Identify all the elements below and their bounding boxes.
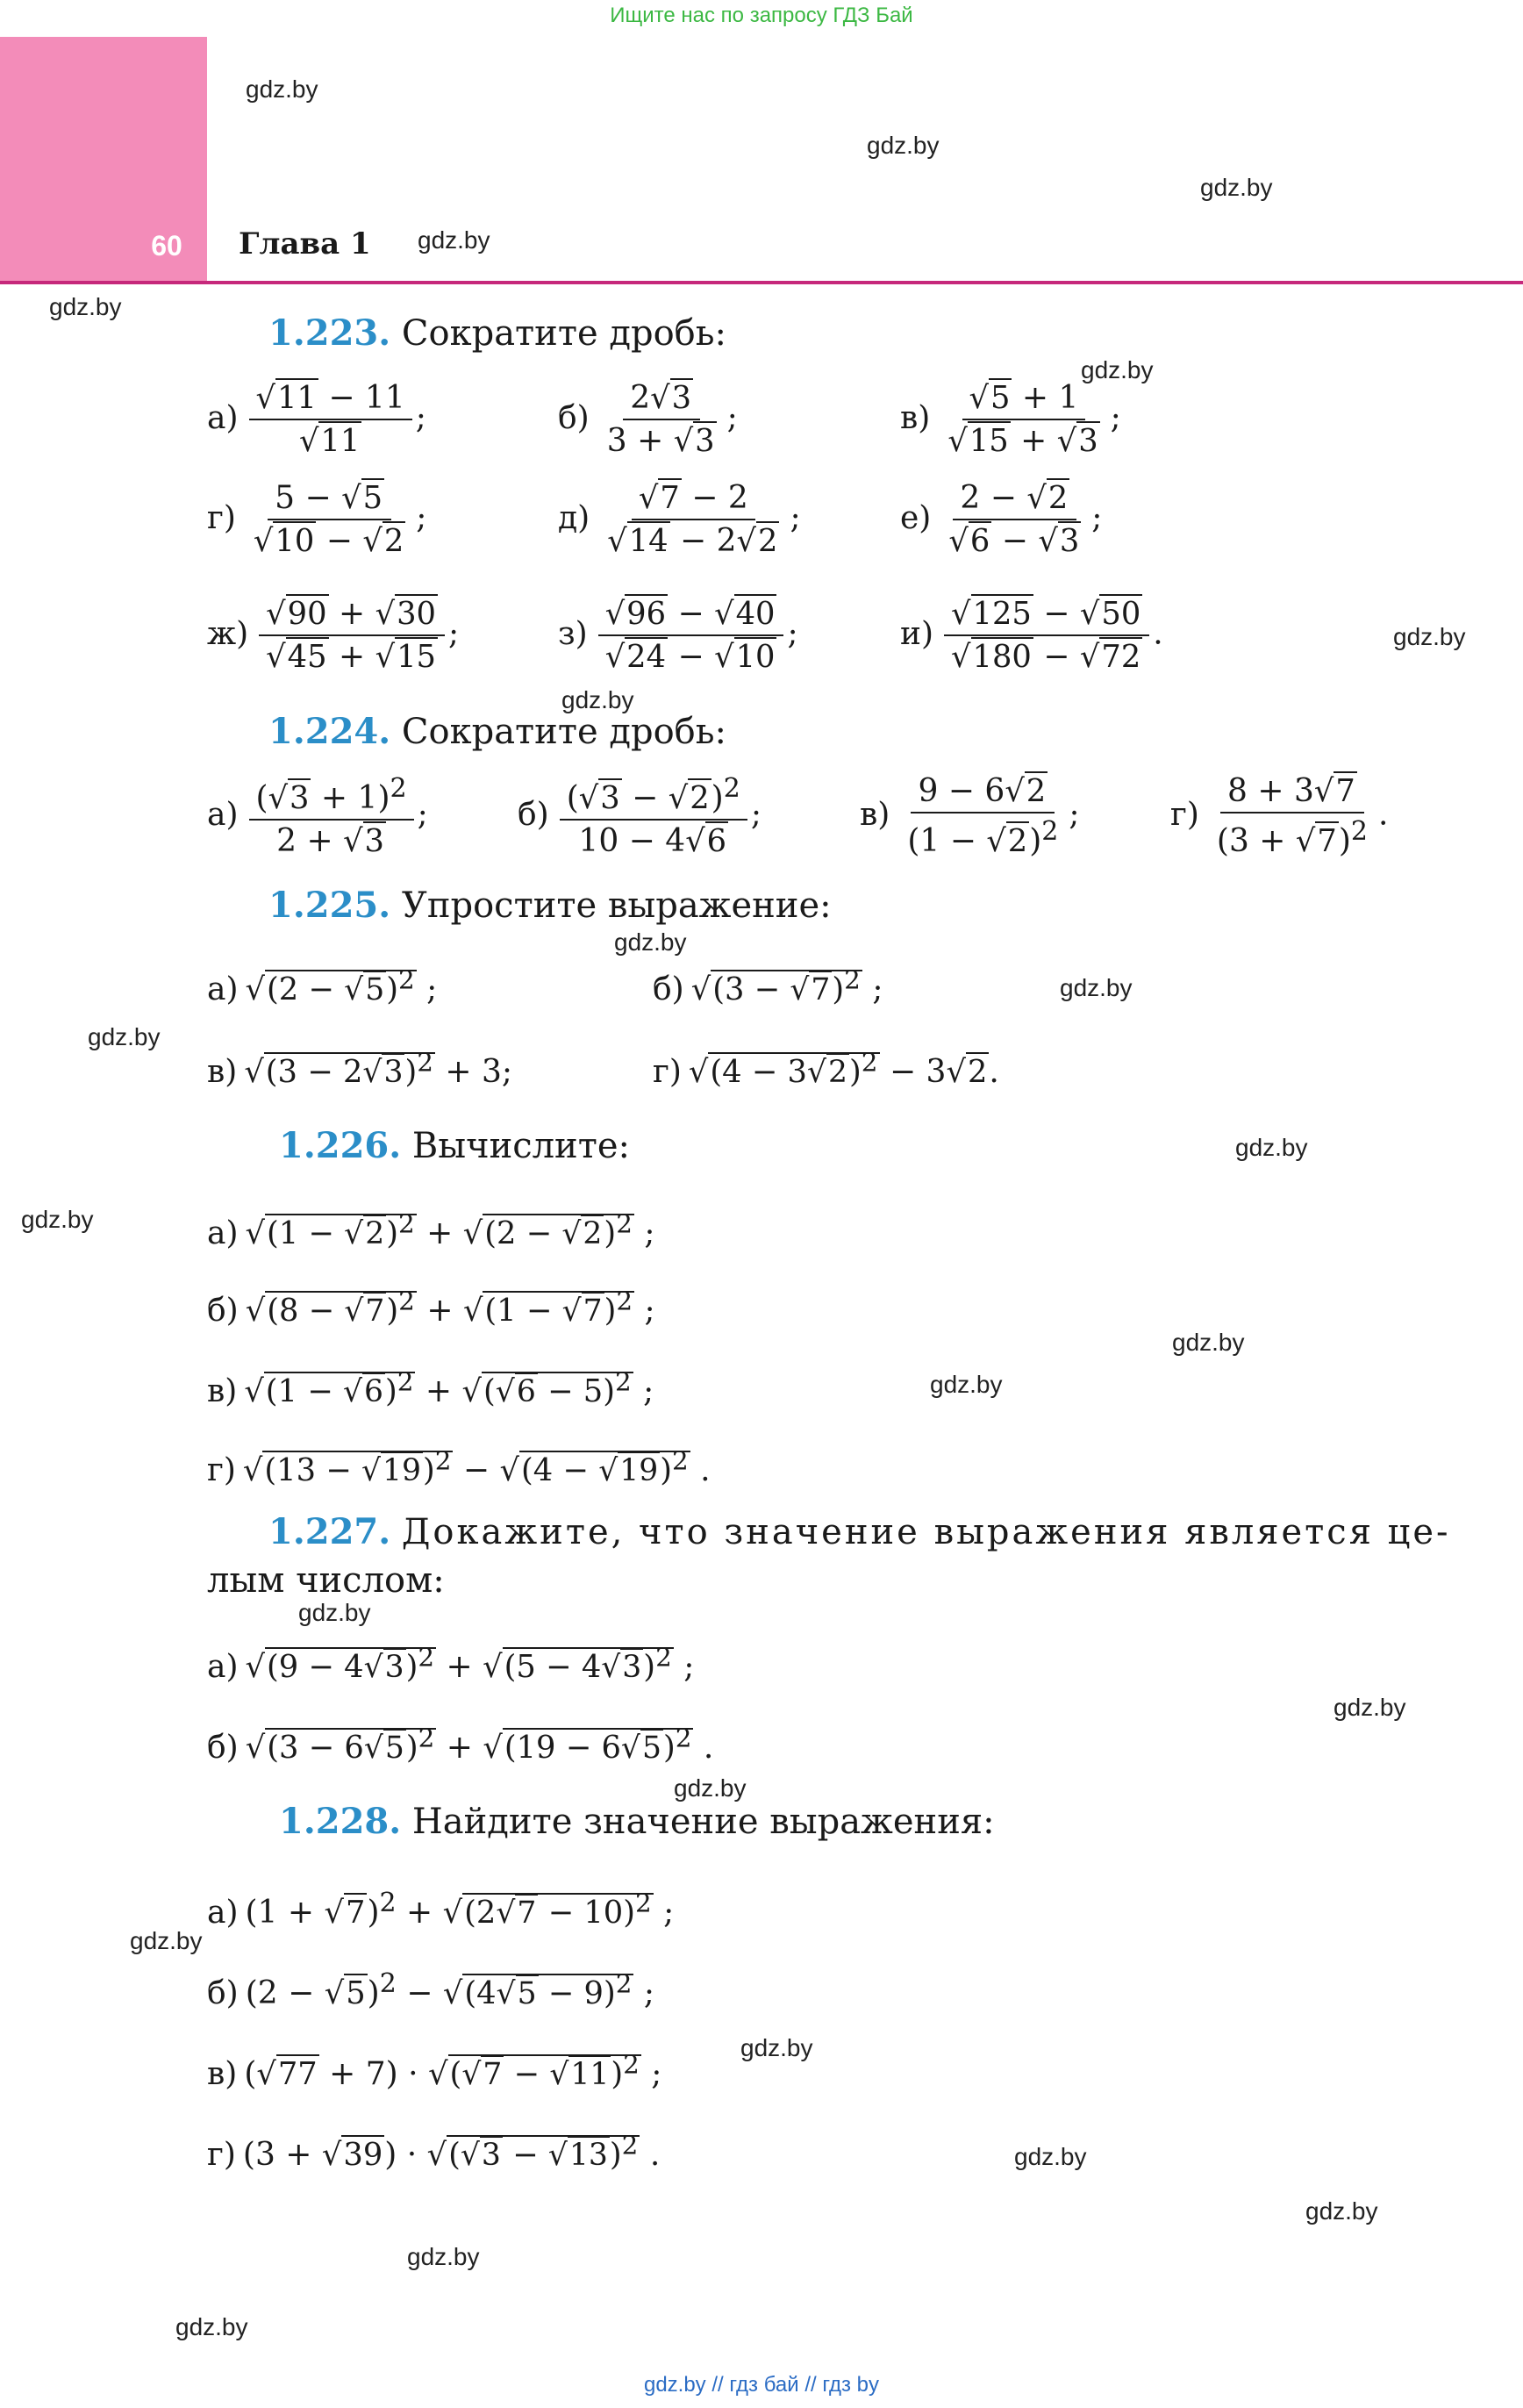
problem-number: 1.226.: [279, 1125, 402, 1166]
expr-1-226-a: а) $√(1 - √2)^2 + √(2 - √2)^2$ ;: [207, 1208, 655, 1251]
item-label: г): [653, 1053, 682, 1090]
expr-1-223-b: б) $\frac{2√3}{3 + √3}$ ;: [558, 380, 738, 459]
expr-1-223-e: е) $\frac{2 - √2}{√6 - √3}$ ;: [900, 480, 1103, 559]
problem-1-227: [268, 1511, 1451, 1552]
expr-1-225-a: а) $√(2 - √5)^2$ ;: [207, 964, 438, 1007]
item-label: д): [558, 499, 590, 536]
expr-1-223-d: д) $\frac{√7 - 2}{√14 - 2√2}$ ;: [558, 480, 801, 559]
watermark: gdz.by: [1081, 356, 1154, 383]
problem-1-224: [268, 711, 726, 752]
item-label: а): [207, 796, 239, 833]
item-label: б): [653, 971, 684, 1007]
footer-links[interactable]: gdz.by // гдз бай // гдз by: [643, 2373, 880, 2397]
item-label: б): [207, 1292, 239, 1329]
item-label: в): [900, 399, 931, 436]
expr-1-228-a: а) $(1 + √7)^2 + √(2√7 - 10)^2$ ;: [207, 1888, 675, 1931]
item-label: в): [207, 2055, 238, 2092]
problem-title: Найдите значение выражения:: [411, 1802, 995, 1842]
expr-1-226-b: б) $√(8 - √7)^2 + √(1 - √7)^2$ ;: [207, 1286, 655, 1329]
expr-1-223-zh: ж) $\frac{√90 + √30}{√45 + √15}$ ;: [207, 596, 460, 675]
problem-title: Сократите дробь:: [401, 313, 727, 354]
item-label: в): [207, 1053, 238, 1090]
item-label: е): [900, 499, 932, 536]
problem-title-continued: лым числом:: [207, 1560, 445, 1601]
item-label: б): [558, 399, 590, 436]
top-banner[interactable]: Ищите нас по запросу ГДЗ Бай: [610, 4, 913, 27]
watermark: gdz.by: [246, 75, 318, 103]
expr-1-225-b: б) $√(3 - √7)^2$ ;: [653, 964, 883, 1007]
watermark: gdz.by: [614, 928, 687, 956]
watermark: gdz.by: [930, 1371, 1003, 1398]
watermark: gdz.by: [49, 293, 122, 320]
problem-title: Докажите, что значение выражения является це-: [401, 1512, 1451, 1552]
problem-1-225: [268, 885, 832, 926]
problem-1-223: [268, 312, 726, 354]
watermark: gdz.by: [1172, 1329, 1245, 1356]
item-label: ж): [207, 615, 249, 652]
watermark: gdz.by: [21, 1206, 94, 1233]
expr-1-223-z: з) $\frac{√96 - √40}{√24 - √10}$ ;: [558, 596, 798, 675]
watermark: gdz.by: [1200, 174, 1273, 201]
expr-1-227-b: б) $√(3 - 6√5)^2 + √(19 - 6√5)^2$ .: [207, 1723, 714, 1766]
expr-1-223-v: в) $\frac{√5 + 1}{√15 + √3}$ ;: [900, 380, 1121, 459]
watermark: gdz.by: [418, 226, 490, 254]
problem-title: Вычислите:: [411, 1126, 630, 1166]
problem-title: Упростите выражение:: [401, 885, 832, 926]
problem-1-226: [279, 1125, 630, 1166]
watermark: gdz.by: [130, 1927, 203, 1954]
watermark: gdz.by: [175, 2313, 248, 2340]
item-label: б): [207, 1729, 239, 1766]
problem-number: 1.228.: [279, 1801, 402, 1842]
item-label: г): [207, 2136, 236, 2173]
page-number: 60: [151, 230, 182, 262]
item-label: и): [900, 615, 934, 652]
problem-title: Сократите дробь:: [401, 712, 727, 752]
item-label: а): [207, 971, 239, 1007]
item-label: з): [558, 615, 588, 652]
watermark: gdz.by: [88, 1023, 161, 1050]
watermark: gdz.by: [1334, 1694, 1406, 1721]
item-label: в): [860, 796, 890, 833]
item-label: б): [518, 796, 549, 833]
expr-1-228-g: г) $(3 + √39) \cdot √(√3 - √13)^2$ .: [207, 2130, 661, 2173]
problem-number: 1.224.: [268, 711, 391, 752]
expr-1-227-a: а) $√(9 - 4√3)^2 + √(5 - 4√3)^2$ ;: [207, 1642, 695, 1685]
expr-1-226-v: в) $√(1 - √6)^2 + √(√6 - 5)^2$ ;: [207, 1366, 654, 1409]
problem-1-227-continued: [207, 1560, 445, 1601]
watermark: gdz.by: [561, 686, 634, 713]
expr-1-226-g: г) $√(13 - √19)^2 - √(4 - √19)^2$ .: [207, 1445, 711, 1488]
problem-number: 1.223.: [268, 312, 391, 354]
watermark: gdz.by: [298, 1599, 371, 1626]
chapter-title: Глава 1: [239, 226, 371, 262]
expr-1-228-b: б) $(2 - √5)^2 - √(4√5 - 9)^2$ ;: [207, 1968, 655, 2011]
expr-1-223-a: а) $\frac{√11 - 11}{√11}$ ;: [207, 380, 426, 459]
watermark: gdz.by: [1305, 2197, 1378, 2225]
item-label: г): [207, 1451, 236, 1488]
problem-number: 1.227.: [268, 1511, 391, 1552]
watermark: gdz.by: [1014, 2143, 1087, 2170]
watermark: gdz.by: [1060, 974, 1133, 1001]
expr-1-224-b: б) $\frac{(√3 - √2)^2}{10 - 4√6}$ ;: [518, 773, 762, 859]
watermark: gdz.by: [867, 132, 940, 159]
item-label: а): [207, 1895, 239, 1931]
watermark: gdz.by: [740, 2034, 813, 2061]
item-label: г): [1170, 796, 1199, 833]
item-label: в): [207, 1372, 238, 1409]
expr-1-225-v: в) $√(3 - 2√3)^2 + 3$;: [207, 1047, 512, 1090]
watermark: gdz.by: [407, 2243, 480, 2270]
item-label: г): [207, 499, 236, 536]
expr-1-228-v: в) $(√77 + 7) \cdot √(√7 - √11)^2$ ;: [207, 2049, 662, 2092]
expr-1-223-i: и) $\frac{√125 - √50}{√180 - √72}$ .: [900, 596, 1163, 675]
problem-1-228: [279, 1801, 995, 1842]
expr-1-224-a: а) $\frac{(√3 + 1)^2}{2 + √3}$ ;: [207, 773, 428, 859]
expr-1-224-v: в) $\frac{9 - 6√2}{(1 - √2)^2}$ ;: [860, 773, 1080, 859]
item-label: а): [207, 1648, 239, 1685]
item-label: а): [207, 1215, 239, 1251]
header-divider: [0, 281, 1523, 284]
expr-1-223-g: г) $\frac{5 - √5}{√10 - √2}$ ;: [207, 480, 427, 559]
expr-1-224-g: г) $\frac{8 + 3√7}{(3 + √7)^2}$ .: [1170, 773, 1389, 859]
problem-number: 1.225.: [268, 885, 391, 926]
item-label: а): [207, 399, 239, 436]
watermark: gdz.by: [1393, 623, 1466, 650]
expr-1-225-g: г) $√(4 - 3√2)^2 - 3√2$.: [653, 1047, 999, 1090]
item-label: б): [207, 1975, 239, 2011]
watermark: gdz.by: [1235, 1134, 1308, 1161]
watermark: gdz.by: [674, 1774, 747, 1802]
